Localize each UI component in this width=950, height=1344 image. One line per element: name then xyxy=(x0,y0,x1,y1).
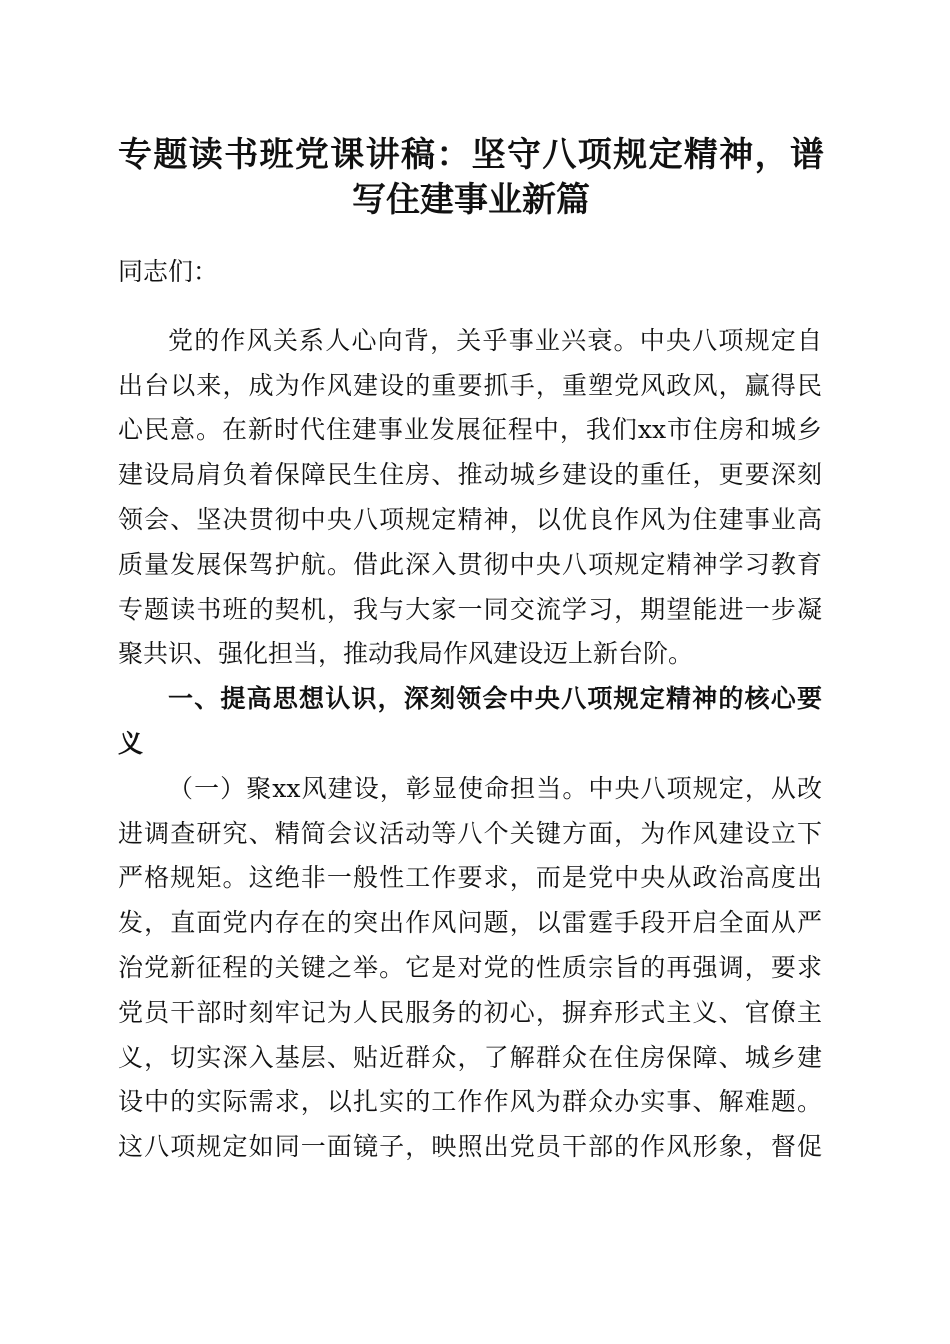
text-line: 严格规矩。这绝非一般性工作要求，而是党中央从政治高度出 xyxy=(118,863,822,893)
text-line: 这八项规定如同一面镜子，映照出党员干部的作风形象，督促 xyxy=(118,1132,822,1162)
text-line: 一、提高思想认识，深刻领会中央八项规定精神的核心要 xyxy=(168,684,822,714)
paragraph xyxy=(118,319,822,677)
document-body xyxy=(118,250,822,1170)
text-line: 发，直面党内存在的突出作风问题，以雷霆手段开启全面从严 xyxy=(118,908,822,938)
text-line: 设中的实际需求，以扎实的工作作风为群众办实事、解难题。 xyxy=(118,1087,822,1117)
text-line: 聚共识、强化担当，推动我局作风建设迈上新台阶。 xyxy=(118,639,694,669)
section-heading xyxy=(118,677,822,767)
text-line: 专题读书班的契机，我与大家一同交流学习，期望能进一步凝 xyxy=(118,594,822,624)
text-line: 质量发展保驾护航。借此深入贯彻中央八项规定精神学习教育 xyxy=(118,549,822,579)
title-line-1: 专题读书班党课讲稿：坚守八项规定精神，谱 xyxy=(118,135,824,175)
text-line: 领会、坚决贯彻中央八项规定精神，以优良作风为住建事业高 xyxy=(118,504,822,534)
text-line: 治党新征程的关键之举。它是对党的性质宗旨的再强调，要求 xyxy=(118,952,822,982)
paragraph xyxy=(118,767,822,1170)
text-line: 建设局肩负着保障民生住房、推动城乡建设的重任，更要深刻 xyxy=(118,460,822,490)
title-line-2: 写住建事业新篇 xyxy=(352,180,590,220)
greeting: 同志们： xyxy=(118,257,219,286)
text-line: 进调查研究、精简会议活动等八个关键方面，为作风建设立下 xyxy=(118,818,822,848)
text-line: 党的作风关系人心向背，关乎事业兴衰。中央八项规定自 xyxy=(168,325,822,355)
text-line: 出台以来，成为作风建设的重要抓手，重塑党风政风，赢得民 xyxy=(118,370,822,400)
text-line: 义 xyxy=(118,728,144,758)
text-line: 心民意。在新时代住建事业发展征程中，我们xx市住房和城乡 xyxy=(118,415,822,445)
text-line: 党员干部时刻牢记为人民服务的初心，摒弃形式主义、官僚主 xyxy=(118,997,822,1027)
text-line: 义，切实深入基层、贴近群众，了解群众在住房保障、城乡建 xyxy=(118,1042,822,1072)
text-line: （一）聚xx风建设，彰显使命担当。中央八项规定，从改 xyxy=(168,773,822,803)
document-title xyxy=(118,133,824,223)
